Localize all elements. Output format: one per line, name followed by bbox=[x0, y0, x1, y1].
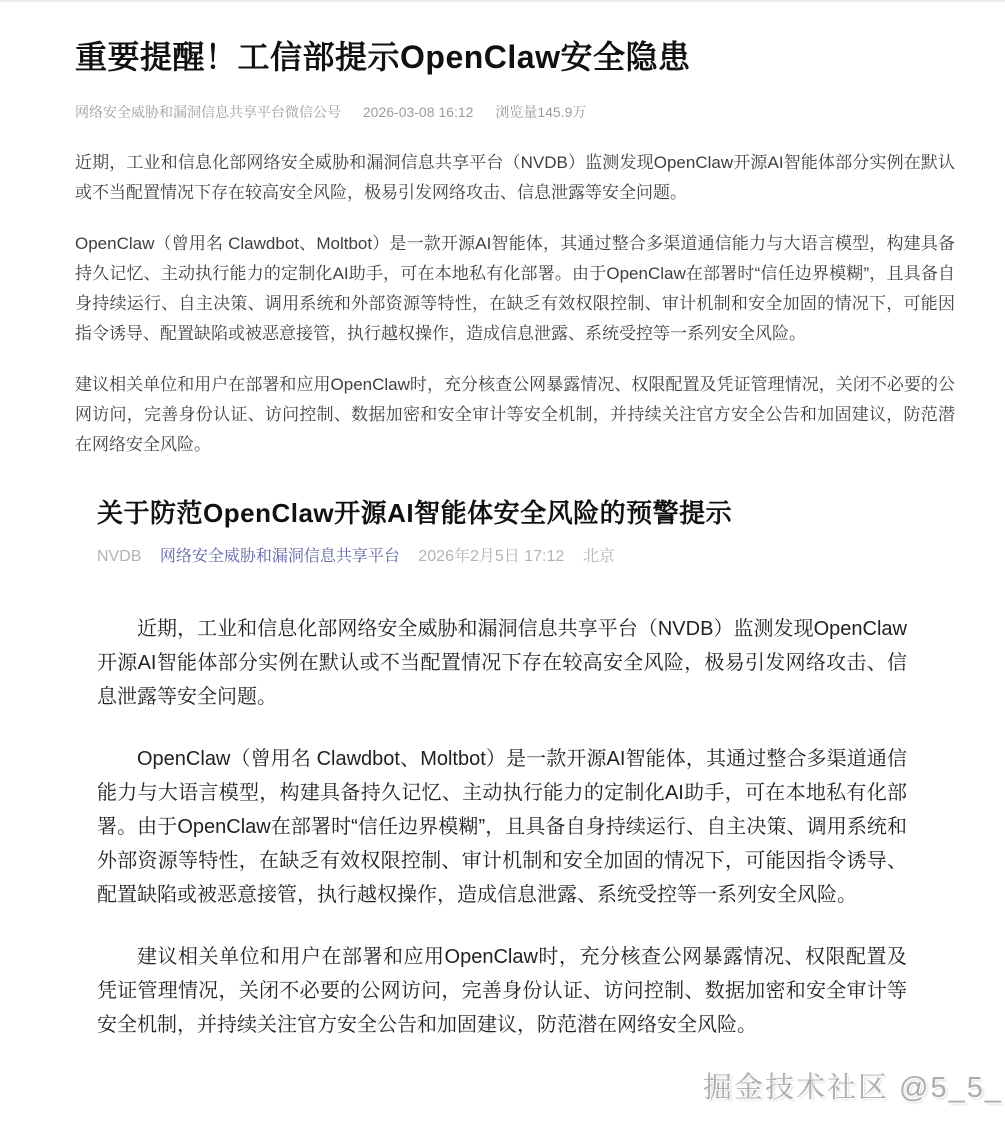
embedded-source-abbr: NVDB bbox=[97, 548, 142, 565]
embedded-location: 北京 bbox=[582, 548, 615, 565]
embedded-datetime: 2026年2月5日 17:12 bbox=[418, 548, 565, 565]
article-paragraph: 近期，工业和信息化部网络安全威胁和漏洞信息共享平台（NVDB）监测发现OpenClaw开源AI智能体部分实例在默认或不当配置情况下存在较高安全风险，极易引发网络攻击、信息泄露等安全问题。 bbox=[75, 153, 955, 202]
article-page bbox=[0, 2, 1005, 1042]
article-paragraph: OpenClaw（曾用名 Clawdbot、Moltbot）是一款开源AI智能体，其通过整合多渠道通信能力与大语言模型，构建具备持久记忆、主动执行能力的定制化AI助手，可在本地私有化部署。由于OpenClaw在部署时“信任边界模糊”，且具备自身持续运行、自主决策、调用系统和外部资源等特性，在缺乏有效权限控制、审计机制和安全加固的情况下，可能因指令诱导、配置缺陷或被恶意接管，执行越权操作，造成信息泄露、系统受控等一系列安全风险。 bbox=[75, 234, 955, 343]
article-paragraph: 建议相关单位和用户在部署和应用OpenClaw时，充分核查公网暴露情况、权限配置及凭证管理情况，关闭不必要的公网访问，完善身份认证、访问控制、数据加密和安全审计等安全机制，并持续关注官方安全公告和加固建议，防范潜在网络安全风险。 bbox=[75, 375, 955, 454]
embedded-article-meta bbox=[97, 546, 907, 568]
embedded-paragraph: 近期，工业和信息化部网络安全威胁和漏洞信息共享平台（NVDB）监测发现OpenClaw开源AI智能体部分实例在默认或不当配置情况下存在较高安全风险，极易引发网络攻击、信息泄露等安全问题。 bbox=[97, 618, 907, 708]
embedded-alert-article bbox=[75, 496, 955, 1042]
article-source-account[interactable]: 网络安全威胁和漏洞信息共享平台微信公号 bbox=[75, 104, 341, 120]
embedded-paragraph: 建议相关单位和用户在部署和应用OpenClaw时，充分核查公网暴露情况、权限配置及凭证管理情况，关闭不必要的公网访问，完善身份认证、访问控制、数据加密和安全审计等安全机制，并持续关注官方安全公告和加固建议，防范潜在网络安全风险。 bbox=[97, 946, 907, 1036]
embedded-source-link[interactable]: 网络安全威胁和漏洞信息共享平台 bbox=[159, 548, 400, 565]
watermark: 掘金技术社区 @5_5_ bbox=[702, 1072, 1003, 1104]
embedded-paragraph: OpenClaw（曾用名 Clawdbot、Moltbot）是一款开源AI智能体，其通过整合多渠道通信能力与大语言模型，构建具备持久记忆、主动执行能力的定制化AI助手，可在本地私有化部署。由于OpenClaw在部署时“信任边界模糊”，且具备自身持续运行、自主决策、调用系统和外部资源等特性，在缺乏有效权限控制、审计机制和安全加固的情况下，可能因指令诱导、配置缺陷或被恶意接管，执行越权操作，造成信息泄露、系统受控等一系列安全风险。 bbox=[97, 748, 907, 906]
article-view-count: 浏览量145.9万 bbox=[495, 104, 587, 120]
article-datetime: 2026-03-08 16:12 bbox=[362, 104, 474, 120]
embedded-article-title: 关于防范OpenClaw开源AI智能体安全风险的预警提示 bbox=[97, 498, 733, 528]
article-meta bbox=[75, 102, 955, 122]
page-title: 重要提醒！工信部提示OpenClaw安全隐患 bbox=[75, 39, 691, 75]
